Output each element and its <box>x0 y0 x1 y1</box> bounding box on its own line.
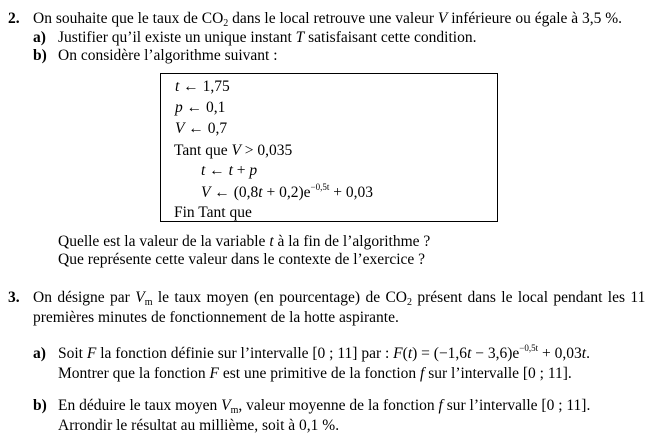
algo-line-t-init: t ← 1,75 <box>175 78 230 95</box>
q3b-label: b) <box>33 397 47 414</box>
q2b-label: b) <box>33 47 47 64</box>
q3b-line1: En déduire le taux moyen $V_m$, valeur moyenne de la fonction f sur l’intervalle [0 ; 11]. <box>58 397 591 416</box>
algo-line-v-update: V ← $(0,8t + 0,2)e^{-0,5t} + 0,03$ <box>201 182 373 201</box>
q2-intro: On souhaite que le taux de $CO_2$ dans le local retrouve une valeur V inférieure ou égale à 3,5 %. <box>33 10 623 29</box>
q2b-text: On considère l’algorithme suivant : <box>58 47 278 64</box>
algo-line-t-update: t ← t + p <box>201 162 258 179</box>
q2a-label: a) <box>33 29 46 46</box>
q3-intro-line1: On désigne par $V_m$ le taux moyen (en pourcentage) de $CO_2$ présent dans le local pendant les 11 <box>33 289 646 308</box>
q3a-line1: Soit F la fonction définie sur l’intervalle [0 ; 11] par : $F(t) = (-1,6t - 3,6)e^{-0,5t} + 0,03t$. <box>58 343 590 362</box>
q2-follow-1: Quelle est la valeur de la variable t à la fin de l’algorithme ? <box>58 233 431 250</box>
algorithm-box <box>160 73 498 222</box>
q3a-line2: Montrer que la fonction F est une primitive de la fonction f sur l’intervalle [0 ; 11]. <box>58 365 572 382</box>
algo-line-p-init: p ← 0,1 <box>175 99 226 116</box>
q3b-line2: Arrondir le résultat au millième, soit à 0,1 %. <box>58 417 340 434</box>
q2a-text: Justifier qu’il existe un unique instant T satisfaisant cette condition. <box>58 29 477 46</box>
algo-line-v-init: V ← 0,7 <box>175 120 228 137</box>
algo-line-end-while: Fin Tant que <box>174 204 252 221</box>
q3a-label: a) <box>33 345 46 362</box>
algo-line-while: Tant que V > 0,035 <box>174 142 293 159</box>
q3-intro-line2: premières minutes de fonctionnement de la hotte aspirante. <box>33 309 399 326</box>
q3-number: 3. <box>8 289 20 306</box>
q2-number: 2. <box>8 10 20 27</box>
q2-follow-2: Que représente cette valeur dans le contexte de l’exercice ? <box>58 251 426 268</box>
